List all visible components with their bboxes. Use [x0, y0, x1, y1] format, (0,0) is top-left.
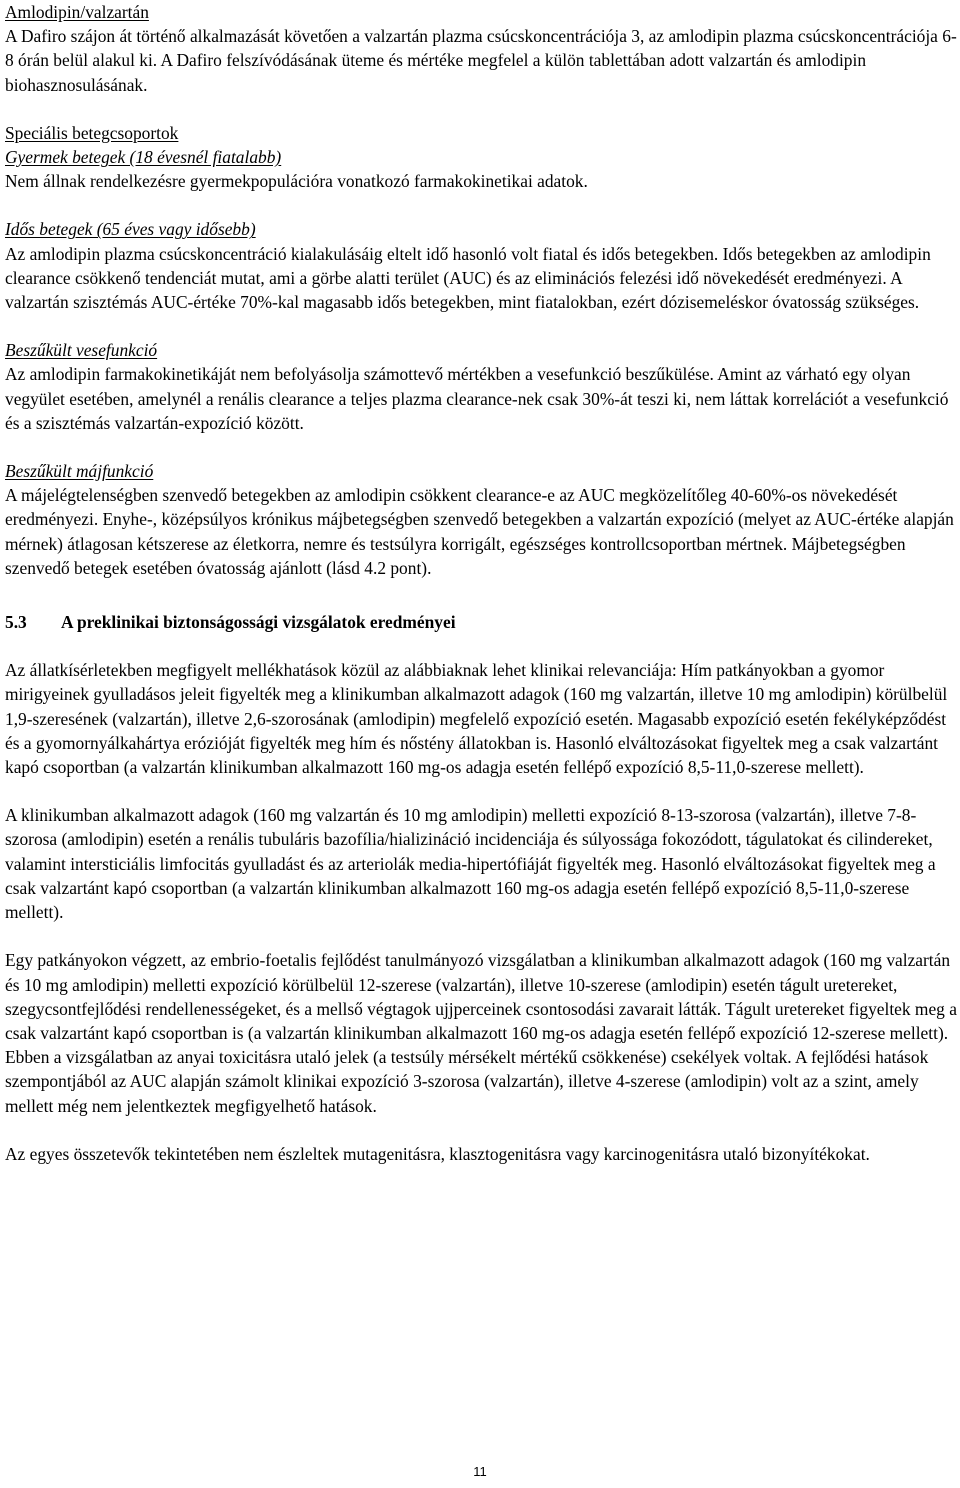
section-heading-5-3 — [5, 610, 957, 634]
paragraph-hepatic: A májelégtelenségben szenvedő betegekben az amlodipin csökkent clearance-e az AUC megközelítőleg 40-60%-os növekedését eredményezi. Enyhe-, középsúlyos krónikus májbetegségben szenvedő betegekben a valzartán expozíció (melyet az AUC-értéke alapján mérnek) átlagosan kétszerese az életkorra, nemre és testsúlyra korrigált, egészséges kontrollcsoportban mértnek. Májbetegségben szenvedő betegek esetében óvatosság ajánlott (lásd 4.2 pont). — [5, 485, 954, 578]
heading-children: Gyermek betegek (18 évesnél fiatalabb) — [5, 147, 282, 168]
heading-renal: Beszűkült vesefunkció — [5, 340, 158, 361]
heading-special-groups: Speciális betegcsoportok — [5, 122, 179, 143]
paragraph-gap — [5, 97, 957, 121]
paragraph-gap — [5, 1118, 957, 1142]
paragraph-gap — [5, 634, 957, 658]
paragraph-elderly: Az amlodipin plazma csúcskoncentráció kialakulásáig eltelt idő hasonló volt fiatal és idős betegekben. Idős betegekben az amlodipin clearance csökkenő tendenciát mutat, ami a görbe alatti terület (AUC) és az eliminációs felezési idő növekedését eredményezi. A valzartán szisztémás AUC-értéke 70%-kal magasabb idős betegekben, mint fiatalokban, ezért dózisemeléskor óvatosság szükséges. — [5, 243, 931, 313]
section-title: A preklinikai biztonságossági vizsgálatok eredményei — [61, 612, 456, 633]
paragraph-preclinical-1: Az állatkísérletekben megfigyelt mellékhatások közül az alábbiaknak lehet klinikai relevanciája: Hím patkányokban a gyomor mirigyeinek gyulladásos jeleit figyelték meg a klinikumban alkalmazott adagok (160 mg valzartán, illetve 10 mg amlodipin) körülbelül 1,9-szeresének (valzartán), illetve 2,6-szorosának (amlodipin) megfelelő expozíció esetén. Magasabb expozíció esetén fekélyképződést és a gyomornyálkahártya erózióját figyelték meg hím és nőstény állatokban is. Hasonló elváltozásokat figyeltek meg a csak valzartánt kapó csoportban (a valzartán klinikumban alkalmazott 160 mg-os adagja esetén fellépő expozíció 8,5-11,0-szerese mellett). — [5, 660, 948, 778]
paragraph-gap — [5, 779, 957, 803]
paragraph-gap — [5, 435, 957, 459]
paragraph-gap — [5, 193, 957, 217]
paragraph-preclinical-4: Az egyes összetevők tekintetében nem észleltek mutagenitásra, klasztogenitásra vagy karcinogenitásra utaló bizonyítékokat. — [5, 1143, 870, 1164]
paragraph-preclinical-2: A klinikumban alkalmazott adagok (160 mg valzartán és 10 mg amlodipin) melletti expozíció 8-13-szorosa (valzartán), illetve 7-8-szorosa (amlodipin) esetén a renális tubuláris bazofília/hializináció incidenciája és súlyossága fokozódott, tágulatokat és cilindereket, valamint intersticiális limfocitás gyulladást és az arteriolák media-hipertófiáját figyelték meg. Hasonló elváltozásokat figyeltek meg a csak valzartánt kapó csoportban (a valzartán klinikumban alkalmazott 160 mg-os adagja esetén fellépő expozíció 8,5-11,0-szerese mellett). — [5, 805, 936, 923]
heading-elderly: Idős betegek (65 éves vagy idősebb) — [5, 219, 256, 240]
paragraph-gap — [5, 924, 957, 948]
document-page — [5, 0, 957, 1166]
paragraph-gap — [5, 580, 957, 604]
heading-amlodipin-valzartan: Amlodipin/valzartán — [5, 2, 149, 22]
paragraph-children: Nem állnak rendelkezésre gyermekpopulációra vonatkozó farmakokinetikai adatok. — [5, 171, 588, 192]
paragraph-preclinical-3: Egy patkányokon végzett, az embrio-foetalis fejlődést tanulmányozó vizsgálatban a klinikumban alkalmazott adagok (160 mg valzartán és 10 mg amlodipin) melletti expozíció körülbelül 12-szerese (valzartán), illetve 10-szerese (amlodipin) esetén tágult uretereket, szegycsontfejlődési rendellenességeket, és a mellső végtagok ujjperceinek csontosodási zavarait látták. Tágult uretereket figyeltek meg a csak valzartánt kapó csoportban is (a valzartán klinikumban alkalmazott 160 mg-os adagja esetén fellépő expozíció 12-szerese mellett). Ebben a vizsgálatban az anyai toxicitásra utaló jelek (a testsúly mérsékelt mértékű csökkenése) csekélyek voltak. A fejlődési hatások szempontjából az AUC alapján számolt klinikai expozíció 3-szorosa (valzartán), illetve 4-szerese (amlodipin) volt az a szint, amely mellett még nem jelentkeztek megfigyelhető hatások. — [5, 950, 957, 1116]
section-number: 5.3 — [5, 612, 27, 633]
paragraph-renal: Az amlodipin farmakokinetikáját nem befolyásolja számottevő mértékben a vesefunkció beszűkülése. Amint az várható egy olyan vegyület esetében, amelynél a renális clearance a teljes plazma clearance-nek csak 30%-át teszi ki, nem láttak korrelációt a vesefunkció és a szisztémás valzartán-expozíció között. — [5, 364, 949, 433]
heading-hepatic: Beszűkült májfunkció — [5, 461, 154, 482]
paragraph-gap — [5, 314, 957, 338]
paragraph-amlodipin-valzartan: A Dafiro szájon át történő alkalmazását követően a valzartán plazma csúcskoncentrációja 3, az amlodipin plazma csúcskoncentrációja 6-8 órán belül alakul ki. A Dafiro felszívódásának üteme és mértéke megfelel a külön tablettában adott valzartán és amlodipin biohasznosulásának. — [5, 26, 957, 95]
page-number: 11 — [473, 1464, 487, 1479]
